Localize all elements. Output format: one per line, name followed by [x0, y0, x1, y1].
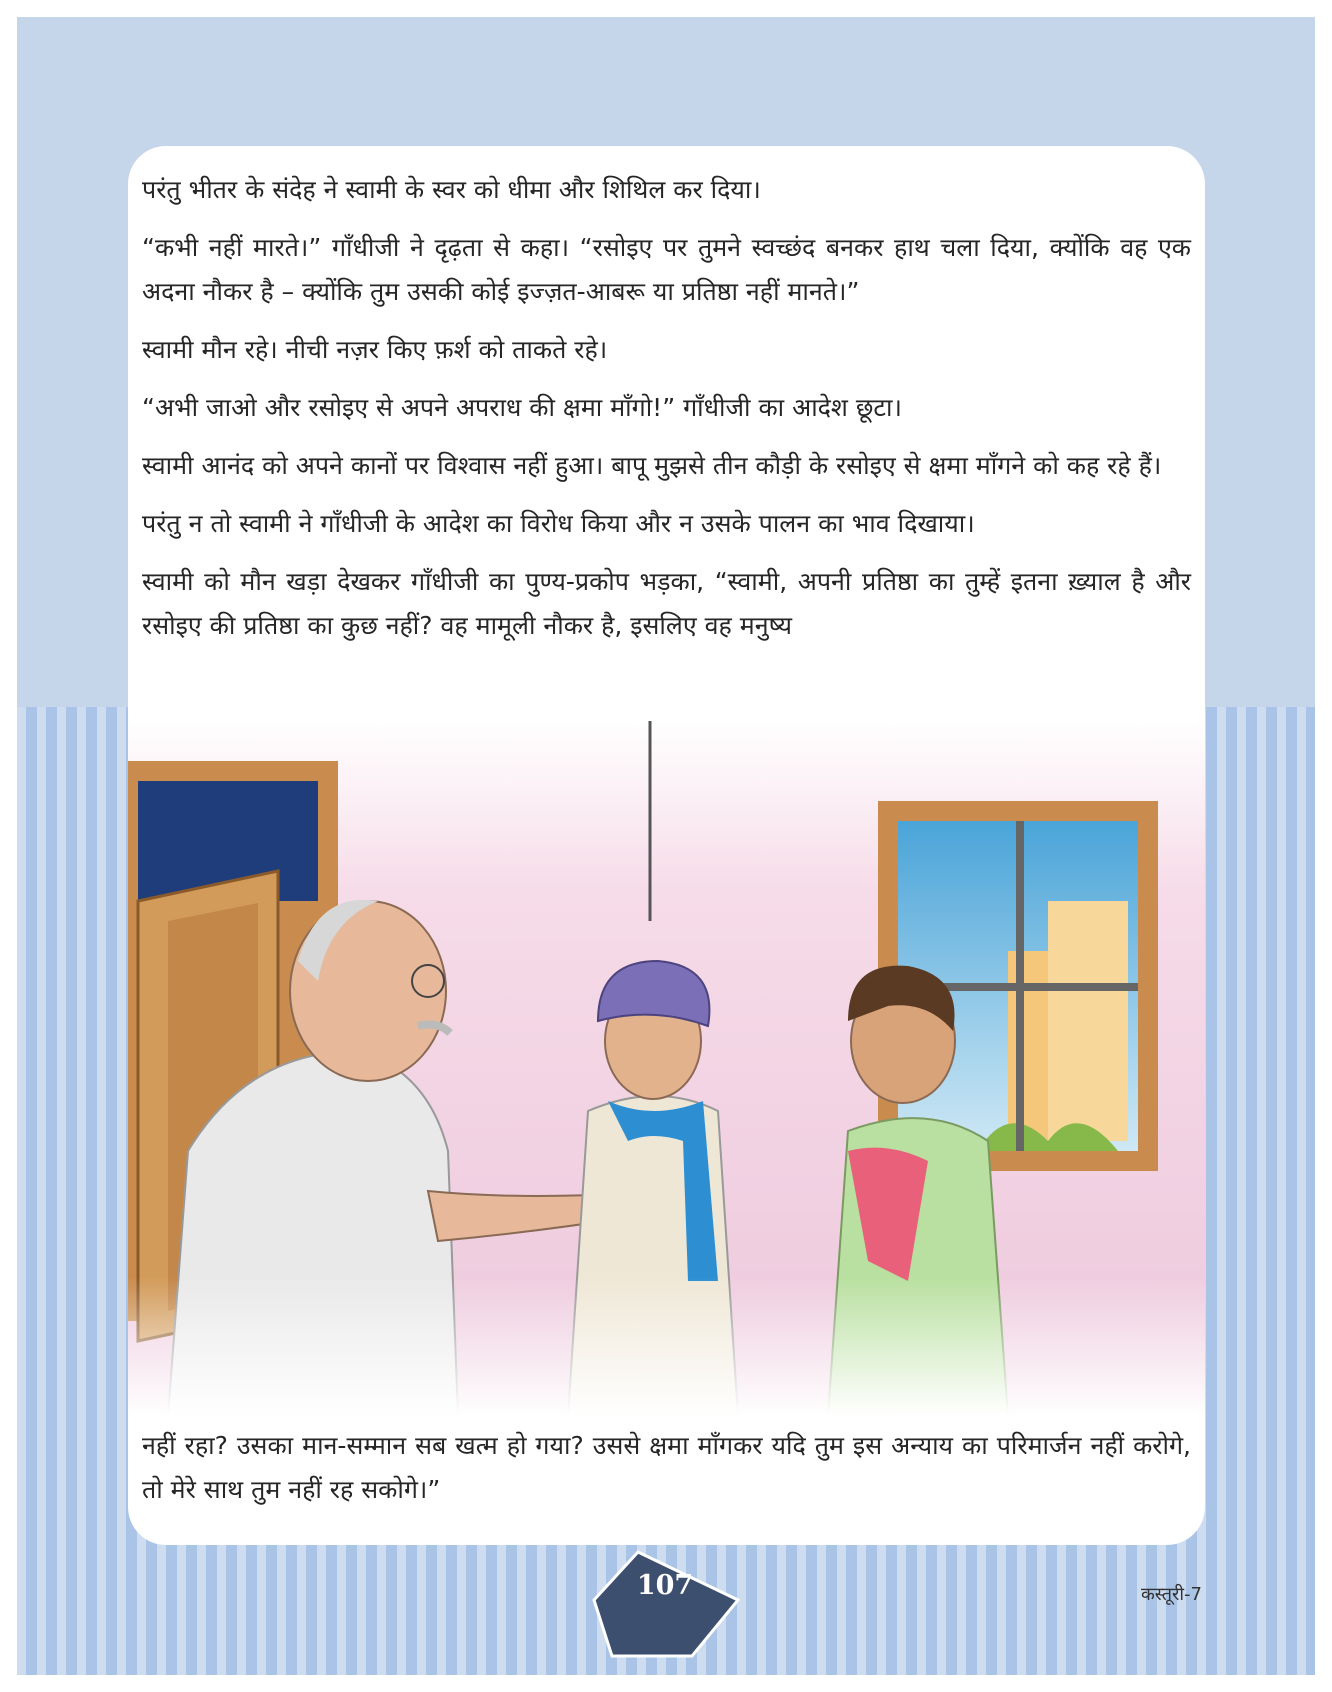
story-illustration: [128, 721, 1205, 1416]
page-number-badge: [590, 1548, 740, 1660]
paragraph: परंतु न तो स्वामी ने गाँधीजी के आदेश का विरोध किया और न उसके पालन का भाव दिखाया।: [142, 509, 975, 538]
story-text-top: [142, 168, 1191, 662]
content-card: [128, 146, 1205, 1545]
badge-shape: [590, 1548, 740, 1660]
paragraph: नहीं रहा? उसका मान-सम्मान सब खत्म हो गया? उससे क्षमा माँगकर यदि तुम इस अन्याय का परिमार्जन नहीं करोगे, तो मेरे साथ तुम नहीं रह सकोगे।”: [142, 1431, 1191, 1504]
paragraph: “अभी जाओ और रसोइए से अपने अपराध की क्षमा माँगो!” गाँधीजी का आदेश छूटा।: [142, 393, 902, 422]
paragraph: स्वामी मौन रहे। नीची नज़र किए फ़र्श को ताकते रहे।: [142, 335, 608, 364]
paragraph: “कभी नहीं मारते।” गाँधीजी ने दृढ़ता से कहा। “रसोइए पर तुमने स्वच्छंद बनकर हाथ चला दिया, क्योंकि वह एक अदना नौकर है – क्योंकि तुम उसकी कोई इज्ज़त-आबरू या प्रतिष्ठा नहीं मानते।”: [142, 233, 1191, 306]
paragraph: परंतु भीतर के संदेह ने स्वामी के स्वर को धीमा और शिथिल कर दिया।: [142, 175, 761, 204]
illustration-fade: [128, 721, 1205, 1416]
page-number: 107: [636, 1570, 694, 1601]
paragraph: स्वामी आनंद को अपने कानों पर विश्वास नहीं हुआ। बापू मुझसे तीन कौड़ी के रसोइए से क्षमा माँगने को कह रहे हैं।: [142, 451, 1162, 480]
story-text-bottom: [142, 1424, 1191, 1526]
paragraph: स्वामी को मौन खड़ा देखकर गाँधीजी का पुण्य-प्रकोप भड़का, “स्वामी, अपनी प्रतिष्ठा का तुम्हें इतना ख़्याल है और रसोइए की प्रतिष्ठा का कुछ नहीं? वह मामूली नौकर है, इसलिए वह मनुष्य: [142, 567, 1191, 640]
book-label: कस्तूरी-7: [1140, 1584, 1202, 1605]
